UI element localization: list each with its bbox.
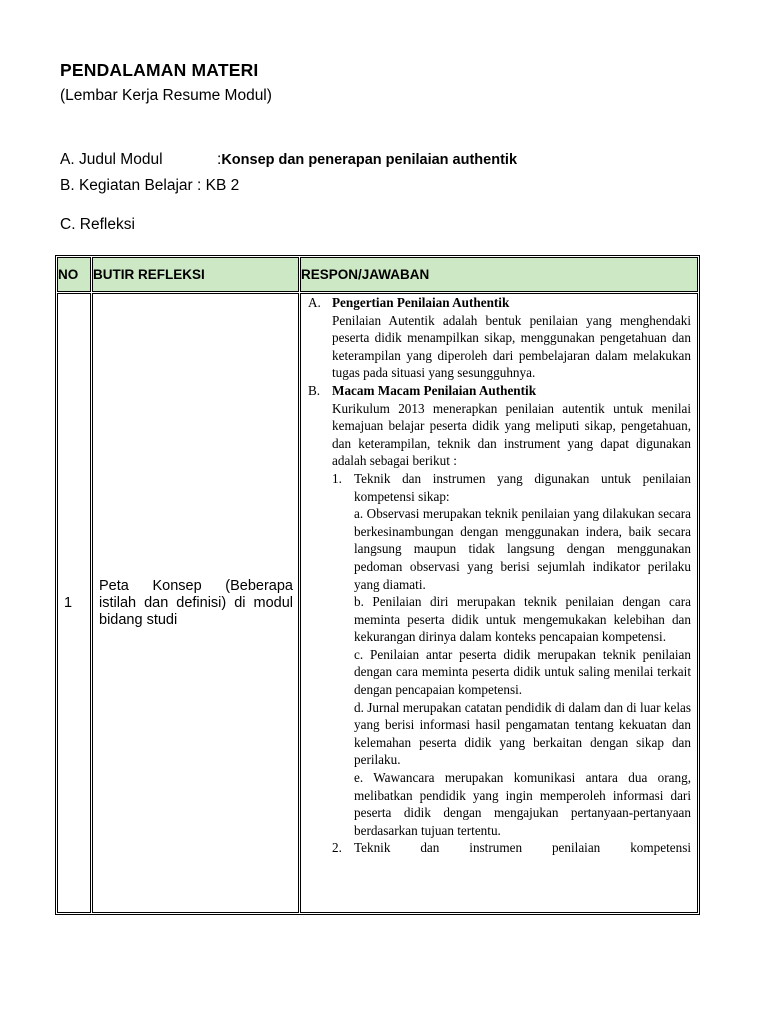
list-item-2-text: Teknik dan instrumen penilaian kompetensi: [354, 840, 691, 856]
section-b-title: Macam Macam Penilaian Authentik: [332, 382, 537, 398]
response-content: [301, 294, 697, 912]
learning-activity-separator: :: [192, 177, 206, 194]
list-item-1: [332, 470, 691, 839]
header-no: NO: [57, 257, 91, 292]
section-a-marker: A.: [308, 295, 321, 310]
table-header-row: [57, 257, 698, 292]
sub-item-c: c. Penilaian antar peserta didik merupakan teknik penilaian dengan cara meminta peserta didik untuk saling menilai terkait dengan pencapaian kompetensi.: [354, 646, 691, 698]
module-title-separator: :: [217, 151, 222, 168]
section-a-text: Penilaian Autentik adalah bentuk penilaian yang menghendaki peserta didik menampilkan sikap, menggunakan pengetahuan dan keterampilan yang diperoleh dari pembelajaran dalam melakukan tugas pada situasi yang sesungguhnya.: [332, 312, 691, 381]
reflection-item: Peta Konsep (Beberapa istilah dan definisi) di modul bidang studi: [92, 293, 299, 913]
sub-item-d: d. Jurnal merupakan catatan pendidik di dalam dan di luar kelas yang berisi informasi hasil pengamatan tentang kekuatan dan kelemahan peserta didik yang berkaitan dengan sikap dan perilaku.: [354, 699, 691, 768]
module-title-label: A. Judul Modul: [60, 151, 163, 168]
reflection-heading: C. Refleksi: [60, 216, 135, 233]
list-item-1-text: Teknik dan instrumen yang digunakan untuk penilaian kompetensi sikap:: [354, 470, 691, 504]
list-item-1-marker: 1.: [332, 470, 342, 486]
row-number: 1: [57, 293, 91, 913]
section-a-title: Pengertian Penilaian Authentik: [332, 295, 510, 310]
sub-item-a: a. Observasi merupakan teknik penilaian yang dilakukan secara berkesinambungan dengan menggunakan indera, baik secara langsung maupun tidak langsung dengan menggunakan pedoman observasi yang berisi sejumlah indikator perilaku yang diamati.: [354, 506, 691, 592]
sub-item-e: e. Wawancara merupakan komunikasi antara dua orang, melibatkan pendidik yang ingin memperoleh informasi dari peserta didik dengan mengajukan pertanyaan-pertanyaan berdasarkan tujuan tertentu.: [354, 770, 691, 838]
section-b: [308, 382, 691, 857]
module-title-value: Konsep dan penerapan penilaian authentik: [221, 152, 518, 168]
list-item-2-marker: 2.: [332, 840, 342, 856]
sub-item-b: b. Penilaian diri merupakan teknik penilaian dengan cara meminta peserta didik untuk mengemukakan kelebihan dan kekurangan dirinya dalam konteks pencapaian kompetensi.: [354, 594, 691, 645]
section-b-marker: B.: [308, 382, 321, 398]
learning-activity-value: KB 2: [205, 177, 240, 194]
learning-activity-row: [60, 177, 239, 195]
page-title: PENDALAMAN MATERI: [60, 60, 259, 80]
learning-activity-label: B. Kegiatan Belajar: [60, 177, 193, 194]
section-a: [308, 294, 691, 382]
header-respon: RESPON/JAWABAN: [300, 257, 698, 292]
header-butir: BUTIR REFLEKSI: [92, 257, 299, 292]
reflection-table: [55, 255, 700, 915]
page-subtitle: (Lembar Kerja Resume Modul): [60, 87, 272, 104]
table-row: [57, 293, 698, 913]
module-title-row: [60, 151, 517, 169]
list-item-2: [332, 839, 691, 857]
response-cell: [300, 293, 698, 913]
section-b-text: Kurikulum 2013 menerapkan penilaian autentik untuk menilai kemajuan belajar peserta didik yang meliputi sikap, pengetahuan, dan keterampilan, teknik dan instrument yang dapat digunakan adalah sebagai berikut :: [332, 400, 691, 469]
